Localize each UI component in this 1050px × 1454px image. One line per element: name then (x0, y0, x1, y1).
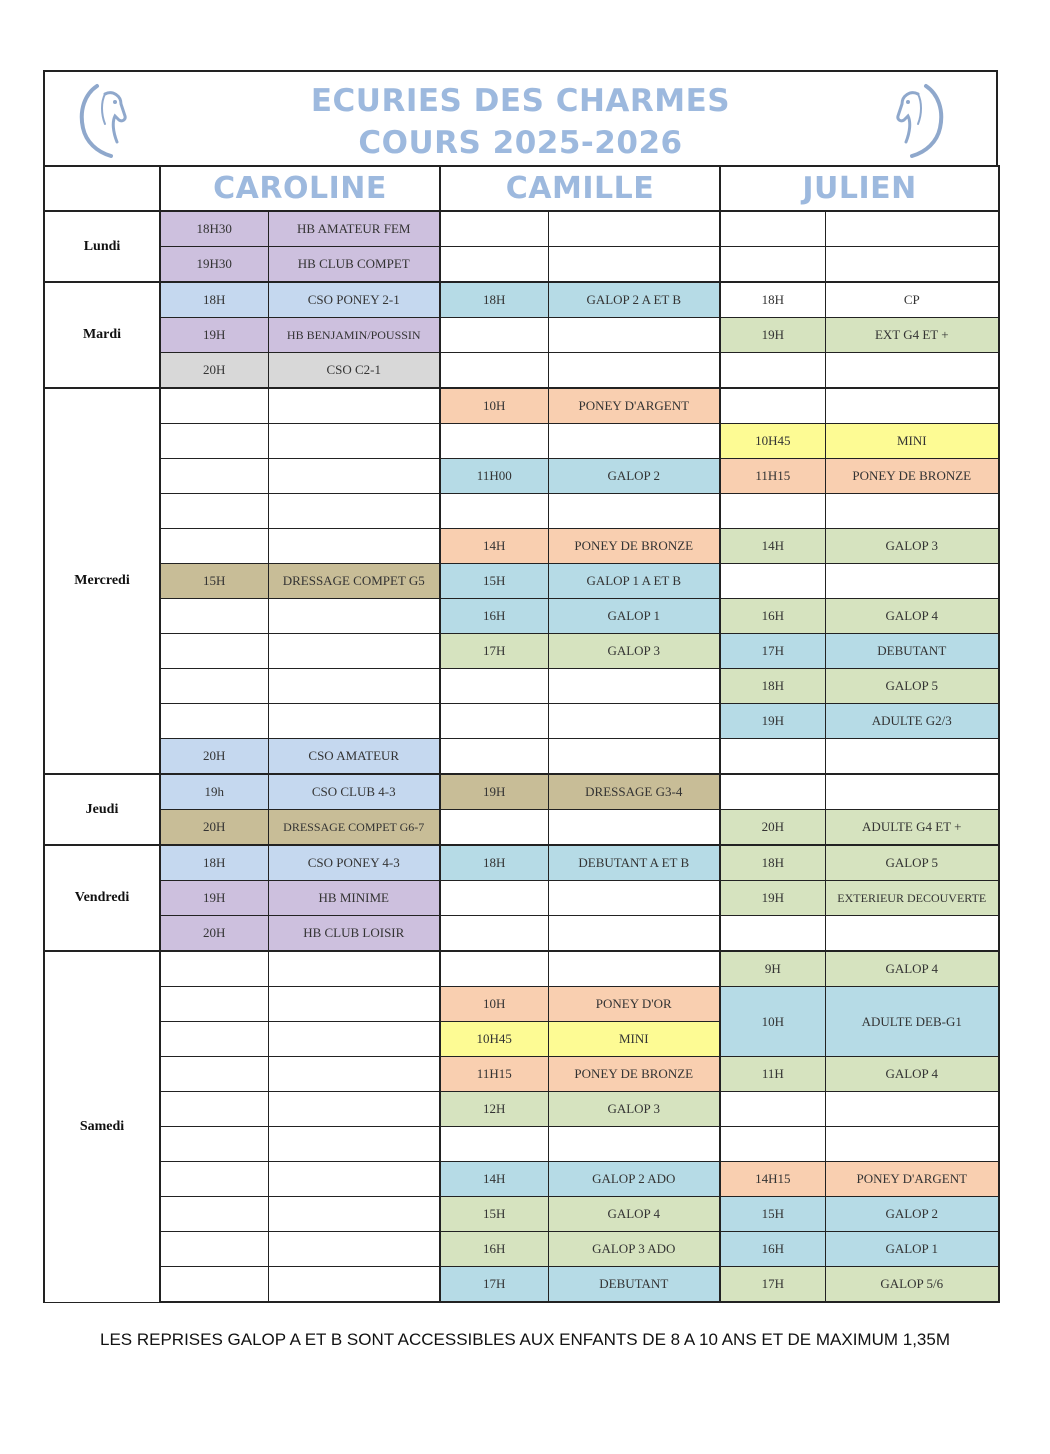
schedule-row (44, 1232, 999, 1267)
footer-note: LES REPRISES GALOP A ET B SONT ACCESSIBLES AUX ENFANTS DE 8 A 10 ANS ET DE MAXIMUM 1,35M (99, 1330, 950, 1349)
class-time: 14H15 (720, 1162, 825, 1197)
class-name: HB AMATEUR FEM (268, 211, 440, 247)
empty-class-cell (268, 1127, 440, 1162)
empty-time-cell (720, 247, 825, 283)
empty-time-cell (160, 634, 268, 669)
schedule-row (44, 634, 999, 669)
empty-class-cell (548, 951, 720, 987)
empty-class-cell (825, 774, 999, 810)
class-name: ADULTE DEB-G1 (825, 987, 999, 1057)
class-time: 9H (720, 951, 825, 987)
class-time: 18H (720, 669, 825, 704)
empty-class-cell (548, 353, 720, 389)
class-name: ADULTE G2/3 (825, 704, 999, 739)
class-name: GALOP 5 (825, 845, 999, 881)
empty-time-cell (160, 388, 268, 424)
empty-class-cell (268, 669, 440, 704)
class-name: GALOP 2 (825, 1197, 999, 1232)
empty-time-cell (160, 529, 268, 564)
schedule-row (44, 704, 999, 739)
empty-class-cell (548, 247, 720, 283)
class-time: 14H (440, 1162, 548, 1197)
empty-time-cell (440, 494, 548, 529)
day-label: Vendredi (44, 845, 160, 951)
empty-class-cell (268, 1057, 440, 1092)
empty-class-cell (268, 529, 440, 564)
schedule-row (44, 951, 999, 987)
schedule-row (44, 810, 999, 846)
class-name: GALOP 1 (825, 1232, 999, 1267)
schedule-row (44, 1162, 999, 1197)
schedule-row (44, 669, 999, 704)
schedule-row (44, 1197, 999, 1232)
schedule-row (44, 282, 999, 318)
empty-class-cell (548, 211, 720, 247)
class-name: ADULTE G4 ET + (825, 810, 999, 846)
empty-time-cell (160, 599, 268, 634)
schedule-row (44, 599, 999, 634)
class-name: DRESSAGE G3-4 (548, 774, 720, 810)
empty-time-cell (440, 211, 548, 247)
class-name: CSO PONEY 4-3 (268, 845, 440, 881)
class-time: 14H (720, 529, 825, 564)
class-time: 16H (440, 1232, 548, 1267)
empty-time-cell (160, 1232, 268, 1267)
empty-time-cell (440, 247, 548, 283)
class-name: GALOP 2 ADO (548, 1162, 720, 1197)
class-time: 18H (440, 845, 548, 881)
empty-time-cell (160, 704, 268, 739)
instructor-header-row (44, 166, 999, 211)
class-time: 20H (160, 353, 268, 389)
schedule-row (44, 1057, 999, 1092)
empty-time-cell (160, 1197, 268, 1232)
schedule-row (44, 845, 999, 881)
class-time: 20H (160, 810, 268, 846)
class-name: CSO PONEY 2-1 (268, 282, 440, 318)
empty-time-cell (720, 1127, 825, 1162)
class-time: 15H (440, 1197, 548, 1232)
empty-time-cell (160, 1092, 268, 1127)
empty-class-cell (825, 211, 999, 247)
schedule-row (44, 881, 999, 916)
empty-class-cell (825, 388, 999, 424)
schedule-row (44, 1127, 999, 1162)
schedule-row (44, 353, 999, 389)
class-name: HB CLUB COMPET (268, 247, 440, 283)
day-label: Mardi (44, 282, 160, 388)
empty-class-cell (548, 881, 720, 916)
schedule-row (44, 494, 999, 529)
class-time: 15H (720, 1197, 825, 1232)
class-name: GALOP 3 (548, 634, 720, 669)
instructor-julien: JULIEN (720, 166, 999, 211)
empty-class-cell (268, 1092, 440, 1127)
class-time: 19H (720, 318, 825, 353)
day-label: Mercredi (44, 388, 160, 774)
class-name: EXTERIEUR DECOUVERTE (825, 881, 999, 916)
class-name: HB BENJAMIN/POUSSIN (268, 318, 440, 353)
empty-class-cell (825, 494, 999, 529)
schedule-row (44, 774, 999, 810)
empty-class-cell (548, 669, 720, 704)
empty-time-cell (440, 810, 548, 846)
class-time: 19H (160, 318, 268, 353)
class-time: 19H30 (160, 247, 268, 283)
class-time: 16H (720, 1232, 825, 1267)
empty-time-cell (720, 739, 825, 775)
class-time: 10H (440, 388, 548, 424)
day-label: Jeudi (44, 774, 160, 845)
class-name: GALOP 3 (548, 1092, 720, 1127)
empty-time-cell (720, 1092, 825, 1127)
class-name: GALOP 3 (825, 529, 999, 564)
class-name: CSO C2-1 (268, 353, 440, 389)
class-name: GALOP 2 A ET B (548, 282, 720, 318)
class-time: 18H (720, 282, 825, 318)
class-name: GALOP 5 (825, 669, 999, 704)
class-time: 11H15 (720, 459, 825, 494)
class-time: 15H (440, 564, 548, 599)
class-time: 20H (160, 916, 268, 952)
schedule-row (44, 1267, 999, 1303)
empty-time-cell (160, 424, 268, 459)
empty-class-cell (268, 599, 440, 634)
empty-class-cell (825, 1127, 999, 1162)
empty-time-cell (160, 1057, 268, 1092)
class-name: PONEY D'ARGENT (548, 388, 720, 424)
empty-class-cell (548, 424, 720, 459)
empty-class-cell (268, 951, 440, 987)
class-name: CSO CLUB 4-3 (268, 774, 440, 810)
class-time: 10H45 (440, 1022, 548, 1057)
title-line-1: ECURIES DES CHARMES (310, 83, 731, 119)
schedule-row (44, 739, 999, 775)
class-name: PONEY DE BRONZE (825, 459, 999, 494)
schedule-row (44, 388, 999, 424)
class-name: PONEY DE BRONZE (548, 1057, 720, 1092)
class-name: DEBUTANT A ET B (548, 845, 720, 881)
empty-class-cell (268, 388, 440, 424)
empty-time-cell (440, 318, 548, 353)
empty-time-cell (720, 774, 825, 810)
class-name: CP (825, 282, 999, 318)
class-time: 17H (720, 634, 825, 669)
instructor-camille: CAMILLE (440, 166, 720, 211)
empty-class-cell (268, 987, 440, 1022)
class-time: 17H (440, 1267, 548, 1303)
empty-time-cell (720, 211, 825, 247)
class-name: GALOP 2 (548, 459, 720, 494)
class-name: CSO AMATEUR (268, 739, 440, 775)
schedule-table (43, 165, 1000, 1303)
class-time: 11H00 (440, 459, 548, 494)
empty-class-cell (268, 1267, 440, 1303)
day-label: Lundi (44, 211, 160, 282)
empty-class-cell (268, 1162, 440, 1197)
empty-class-cell (825, 739, 999, 775)
empty-time-cell (440, 1127, 548, 1162)
empty-class-cell (268, 1197, 440, 1232)
empty-time-cell (160, 987, 268, 1022)
class-time: 18H (440, 282, 548, 318)
empty-time-cell (160, 1127, 268, 1162)
schedule-row (44, 247, 999, 283)
class-time: 16H (720, 599, 825, 634)
empty-class-cell (268, 424, 440, 459)
class-name: PONEY D'ARGENT (825, 1162, 999, 1197)
class-name: EXT G4 ET + (825, 318, 999, 353)
class-name: DRESSAGE COMPET G6-7 (268, 810, 440, 846)
empty-time-cell (440, 669, 548, 704)
schedule-row (44, 318, 999, 353)
empty-class-cell (548, 916, 720, 952)
empty-time-cell (720, 494, 825, 529)
page-title (45, 80, 996, 164)
class-name: HB MINIME (268, 881, 440, 916)
empty-class-cell (548, 1127, 720, 1162)
empty-class-cell (825, 564, 999, 599)
class-time: 18H30 (160, 211, 268, 247)
empty-time-cell (440, 424, 548, 459)
empty-time-cell (440, 739, 548, 775)
class-name: PONEY D'OR (548, 987, 720, 1022)
schedule-body (44, 166, 999, 1302)
empty-time-cell (160, 1022, 268, 1057)
class-time: 19H (160, 881, 268, 916)
empty-time-cell (440, 353, 548, 389)
class-time: 19H (440, 774, 548, 810)
schedule-row (44, 916, 999, 952)
class-name: GALOP 3 ADO (548, 1232, 720, 1267)
empty-class-cell (548, 494, 720, 529)
schedule-row (44, 459, 999, 494)
schedule-row (44, 211, 999, 247)
empty-time-cell (160, 1162, 268, 1197)
class-time: 11H15 (440, 1057, 548, 1092)
empty-class-cell (268, 1022, 440, 1057)
class-time: 18H (160, 845, 268, 881)
empty-class-cell (548, 318, 720, 353)
corner-cell (44, 166, 160, 211)
class-name: DEBUTANT (825, 634, 999, 669)
empty-time-cell (720, 388, 825, 424)
class-name: GALOP 1 (548, 599, 720, 634)
schedule-row (44, 1092, 999, 1127)
class-name: GALOP 1 A ET B (548, 564, 720, 599)
empty-class-cell (268, 459, 440, 494)
class-time: 18H (720, 845, 825, 881)
class-time: 10H (720, 987, 825, 1057)
class-time: 19H (720, 704, 825, 739)
empty-time-cell (160, 459, 268, 494)
empty-time-cell (720, 353, 825, 389)
empty-time-cell (440, 951, 548, 987)
class-time: 16H (440, 599, 548, 634)
class-name: GALOP 4 (825, 951, 999, 987)
class-name: GALOP 4 (548, 1197, 720, 1232)
class-time: 17H (440, 634, 548, 669)
class-time: 11H (720, 1057, 825, 1092)
schedule-sheet (43, 70, 998, 1303)
empty-time-cell (160, 1267, 268, 1303)
empty-class-cell (268, 634, 440, 669)
class-name: PONEY DE BRONZE (548, 529, 720, 564)
title-line-2: COURS 2025-2026 (358, 125, 683, 161)
empty-time-cell (440, 916, 548, 952)
empty-class-cell (548, 739, 720, 775)
horse-head-logo-icon (888, 80, 948, 160)
class-name: GALOP 4 (825, 1057, 999, 1092)
schedule-row (44, 424, 999, 459)
empty-class-cell (268, 1232, 440, 1267)
class-time: 10H (440, 987, 548, 1022)
class-time: 17H (720, 1267, 825, 1303)
empty-class-cell (268, 704, 440, 739)
empty-time-cell (160, 951, 268, 987)
instructor-caroline: CAROLINE (160, 166, 440, 211)
class-name: HB CLUB LOISIR (268, 916, 440, 952)
class-name: DEBUTANT (548, 1267, 720, 1303)
class-name: GALOP 5/6 (825, 1267, 999, 1303)
empty-class-cell (548, 704, 720, 739)
empty-class-cell (825, 916, 999, 952)
class-time: 15H (160, 564, 268, 599)
day-label: Samedi (44, 951, 160, 1302)
class-time: 10H45 (720, 424, 825, 459)
class-time: 18H (160, 282, 268, 318)
schedule-row (44, 987, 999, 1022)
schedule-header (43, 70, 998, 165)
empty-time-cell (160, 669, 268, 704)
empty-time-cell (440, 881, 548, 916)
class-time: 20H (160, 739, 268, 775)
class-time: 14H (440, 529, 548, 564)
class-name: GALOP 4 (825, 599, 999, 634)
empty-time-cell (720, 564, 825, 599)
empty-class-cell (268, 494, 440, 529)
class-time: 19h (160, 774, 268, 810)
class-time: 19H (720, 881, 825, 916)
class-time: 12H (440, 1092, 548, 1127)
class-name: DRESSAGE COMPET G5 (268, 564, 440, 599)
class-time: 20H (720, 810, 825, 846)
empty-class-cell (825, 353, 999, 389)
empty-class-cell (548, 810, 720, 846)
empty-class-cell (825, 247, 999, 283)
empty-class-cell (825, 1092, 999, 1127)
schedule-row (44, 564, 999, 599)
schedule-row (44, 529, 999, 564)
empty-time-cell (160, 494, 268, 529)
empty-time-cell (720, 916, 825, 952)
class-name: MINI (825, 424, 999, 459)
empty-time-cell (440, 704, 548, 739)
class-name: MINI (548, 1022, 720, 1057)
